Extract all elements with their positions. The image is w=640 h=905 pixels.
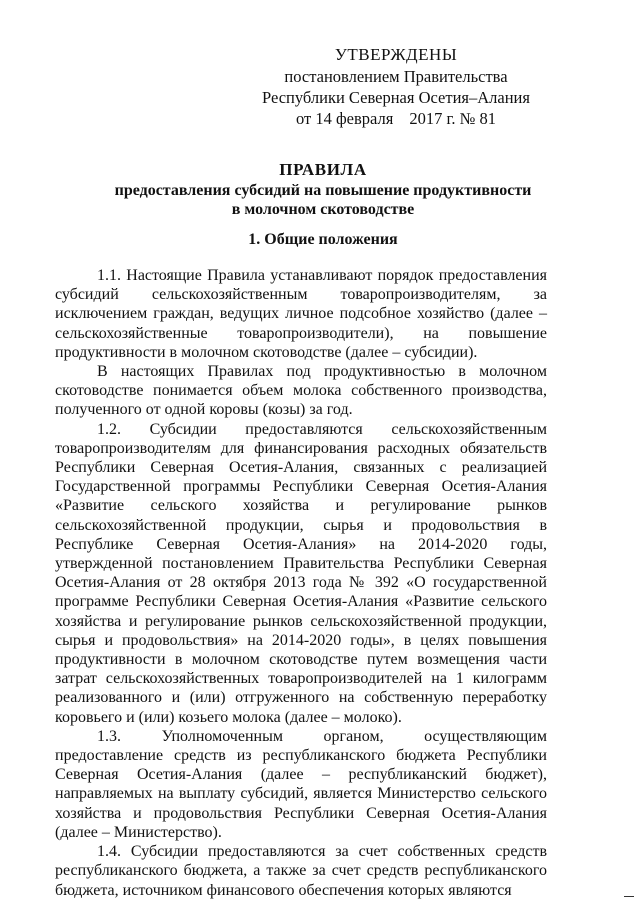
paragraph-1-1: 1.1. Настоящие Правила устанавливают порядок предоставления субсидий сельскохозяйственным товаропроизводителям, за исключением граждан, ведущих личное подсобное хозяйство (далее – сельскохозяйственные товаропроизводители), на повышение продуктивности в молочном скотоводстве (далее – субсидии). [55, 267, 547, 361]
document-body [55, 266, 547, 900]
document-subtitle-line-2: в молочном скотоводстве [231, 201, 415, 218]
paragraph-1-2: 1.2. Субсидии предоставляются сельскохозяйственным товаропроизводителям для финансирования расходных обязательств Республики Северная Осетия-Алания, связанных с реализацией Государственной программы Республики Северная Осетия-Алания «Развитие сельского хозяйства и регулирование рынков сельскохозяйственной продукции, сырья и продовольствия в Республике Северная Осетия-Алания» на 2014-2020 годы, утвержденной постановлением Правительства Республики Северная Осетия-Алания от 28 октября 2013 года № 392 «О государственной программе Республики Северная Осетия-Алания «Развитие сельского хозяйства и регулирование рынков сельскохозяйственной продукции, сырья и продовольствия» на 2014-2020 годы», в целях повышения продуктивности в молочном скотоводстве путем возмещения части затрат сельскохозяйственных товаропроизводителей на 1 килограмм реализованного и (или) отгруженного на собственную переработку коровьего и (или) козьего молока (далее – молоко). [55, 420, 547, 726]
section-heading: 1. Общие положения [248, 231, 398, 248]
document-title: ПРАВИЛА [279, 160, 367, 179]
document-subtitle-line-1: предоставления субсидий на повышение продуктивности [114, 182, 532, 199]
approval-date: от 14 февраля [296, 109, 394, 128]
page-edge-mark [624, 896, 634, 897]
paragraph-1-3: 1.3. Уполномоченным органом, осуществляющим предоставление средств из республиканского бюджета Республики Северная Осетия-Алания (далее – республиканский бюджет), направляемых на выплату субсидий, является Министерство сельского хозяйства и продовольствия Республики Северная Осетия-Алания (далее – Министерство). [55, 727, 547, 841]
approval-line-2: Республики Северная Осетия–Алания [262, 88, 530, 107]
approval-number: 2017 г. № 81 [409, 109, 496, 128]
approval-block [246, 44, 546, 129]
approval-date-line [246, 108, 546, 129]
approval-title: УТВЕРЖДЕНЫ [334, 45, 458, 64]
paragraph-definition: В настоящих Правилах под продуктивностью в молочном скотоводстве понимается объем молока собственного производства, полученного от одной коровы (козы) за год. [55, 363, 547, 419]
approval-line-1: постановлением Правительства [284, 67, 508, 86]
document-subtitle [80, 181, 566, 219]
paragraph-1-4: 1.4. Субсидии предоставляются за счет собственных средств республиканского бюджета, а также за счет средств республиканского бюджета, источником финансового обеспечения которых являются [55, 843, 547, 899]
